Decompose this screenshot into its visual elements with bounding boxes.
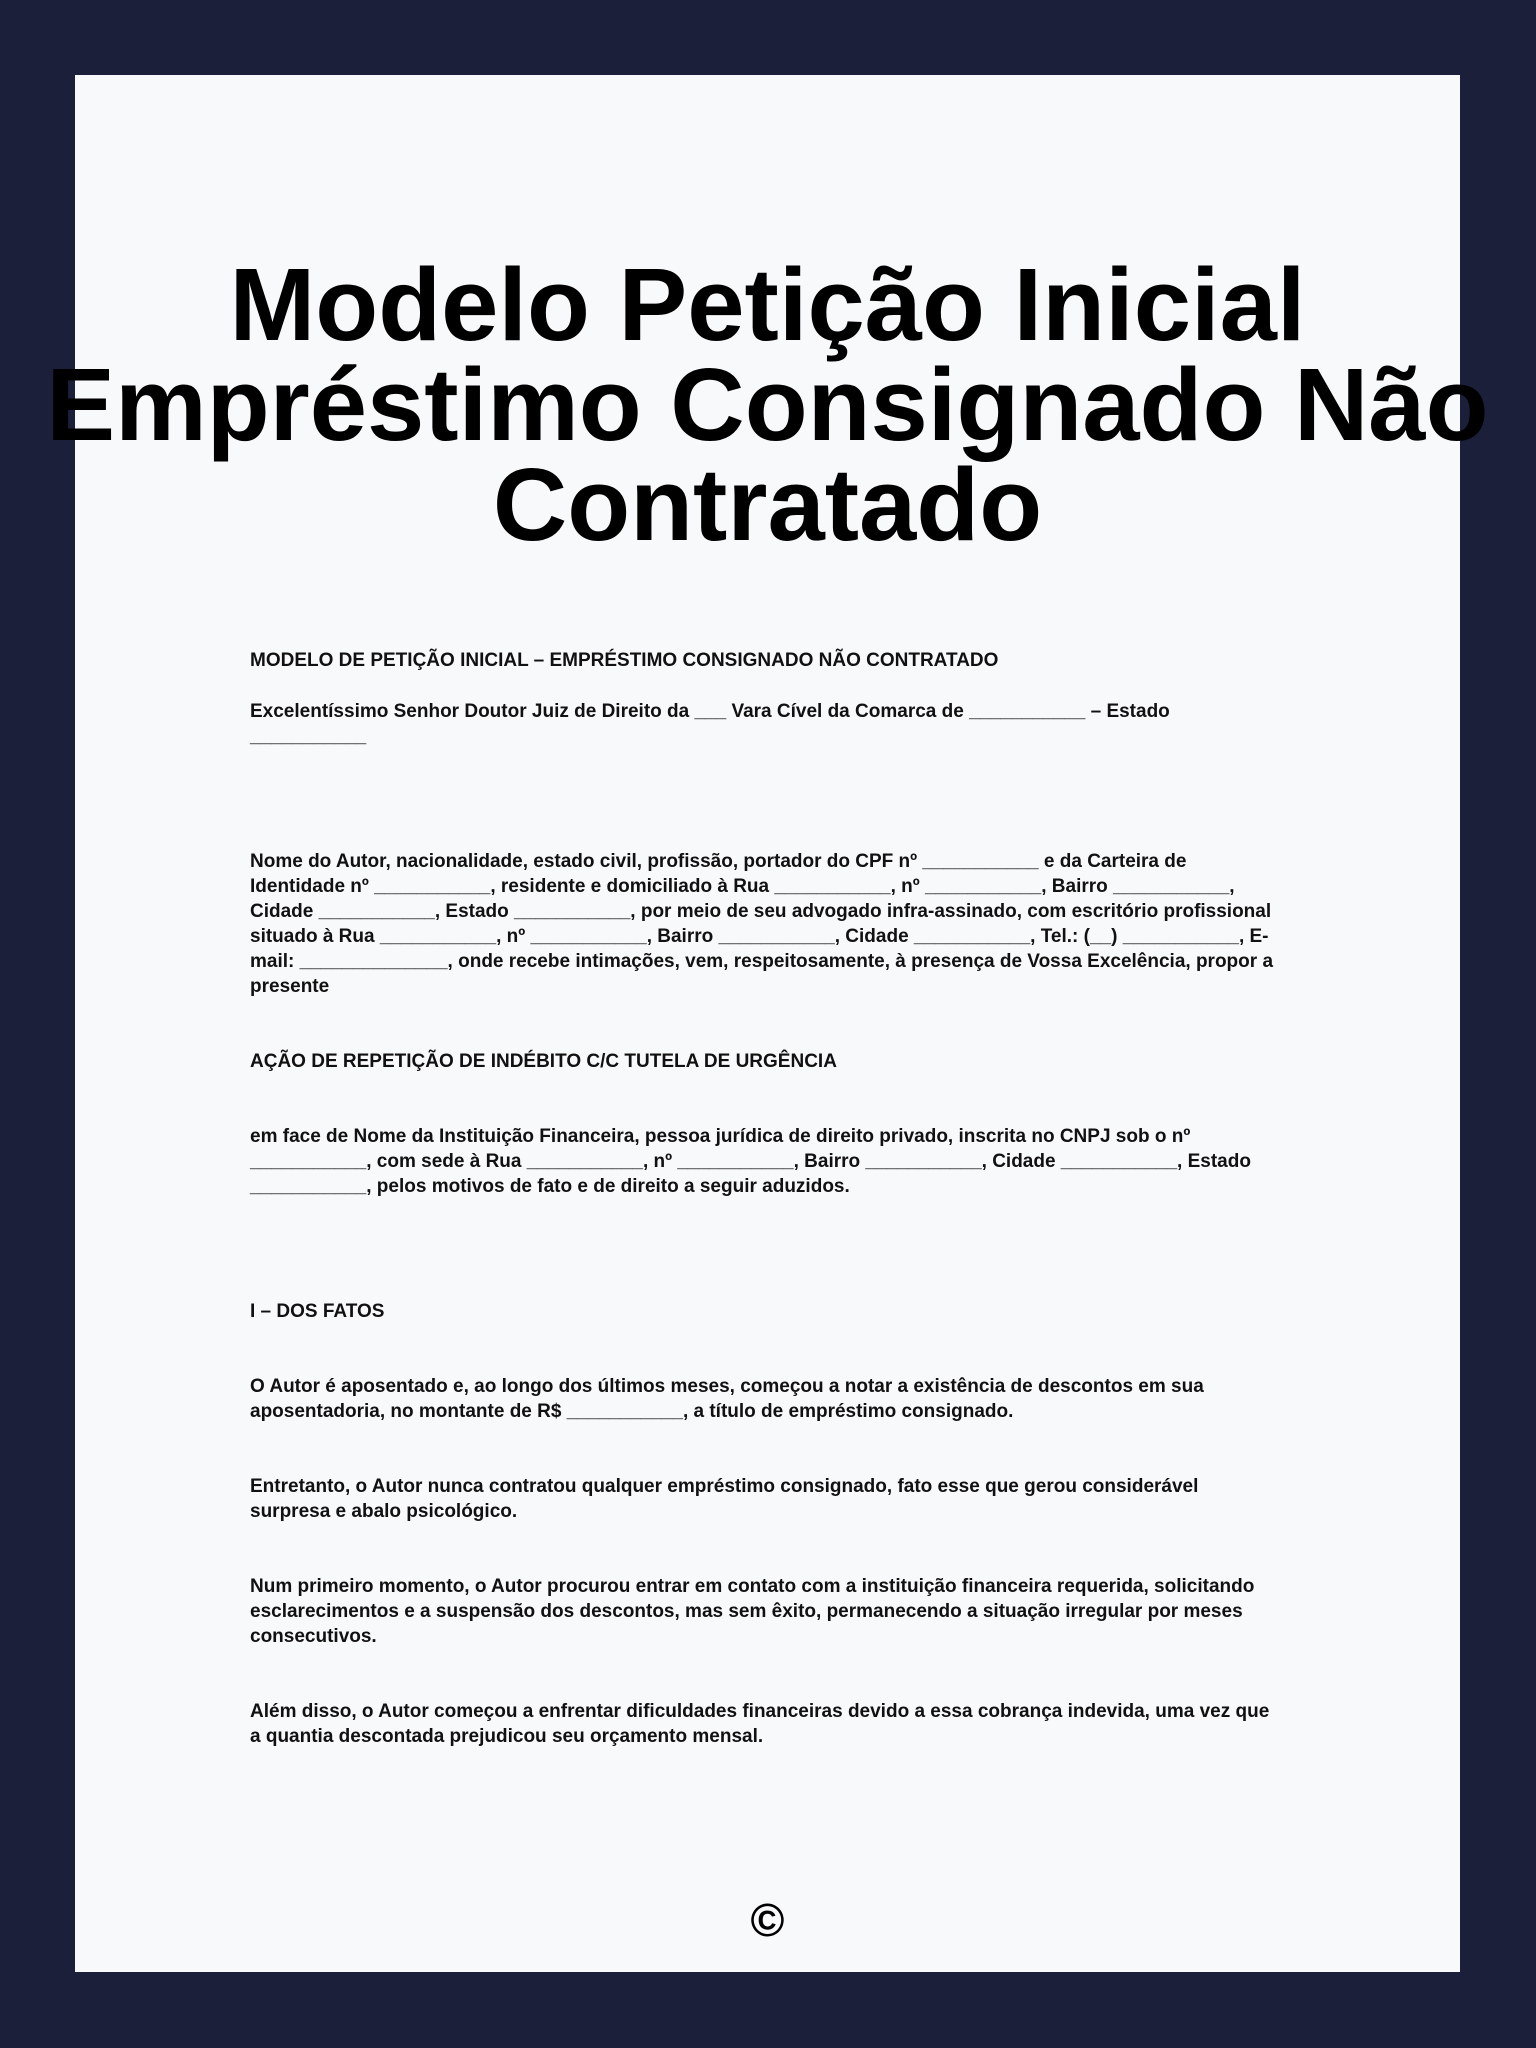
section-heading-facts: I – DOS FATOS [250, 1301, 385, 1322]
defendant-paragraph: em face de Nome da Instituição Financeira, pessoa jurídica de direito privado, inscrita no CNPJ sob o nº ___________, com sede à Rua ___________, nº ___________, Bairro ___________, Cidade ___________, Estado ___________, pelos motivos de fato e de direito a seguir aduzidos. [250, 1126, 1251, 1197]
action-title: AÇÃO DE REPETIÇÃO DE INDÉBITO C/C TUTELA DE URGÊNCIA [250, 1051, 837, 1072]
document-heading: MODELO DE PETIÇÃO INICIAL – EMPRÉSTIMO CONSIGNADO NÃO CONTRATADO [250, 650, 999, 671]
copyright-icon: © [750, 1894, 785, 1946]
facts-paragraph-3: Num primeiro momento, o Autor procurou entrar em contato com a instituição financeira requerida, solicitando esclarecimentos e a suspensão dos descontos, mas sem êxito, permanecendo a situação irregular por meses consecutivos. [250, 1576, 1255, 1647]
document-page [46, 75, 1489, 1972]
facts-paragraph-2: Entretanto, o Autor nunca contratou qualquer empréstimo consignado, fato esse que gerou considerável surpresa e abalo psicológico. [250, 1476, 1199, 1522]
document-title: Modelo Petição Inicial Empréstimo Consignado Não Contratado [46, 247, 1489, 562]
facts-paragraph-1: O Autor é aposentado e, ao longo dos últimos meses, começou a notar a existência de descontos em sua aposentadoria, no montante de R$ ___________, a título de empréstimo consignado. [250, 1376, 1204, 1422]
court-address: Excelentíssimo Senhor Doutor Juiz de Direito da ___ Vara Cível da Comarca de ___________ – Estado ___________ [250, 701, 1170, 747]
facts-paragraph-4: Além disso, o Autor começou a enfrentar dificuldades financeiras devido a essa cobrança indevida, uma vez que a quantia descontada prejudicou seu orçamento mensal. [250, 1701, 1270, 1747]
party-qualification: Nome do Autor, nacionalidade, estado civil, profissão, portador do CPF nº ___________ e da Carteira de Identidade nº ___________, residente e domiciliado à Rua ___________, nº ___________, Bairro ___________, Cidade ___________, Estado ___________, por meio de seu advogado infra-assinado, com escritório profissional situado à Rua ___________, nº ___________, Bairro ___________, Cidade ___________, Tel.: (__) ___________, E-mail: ______________, onde recebe intimações, vem, respeitosamente, à presença de Vossa Excelência, propor a presente [250, 851, 1274, 997]
